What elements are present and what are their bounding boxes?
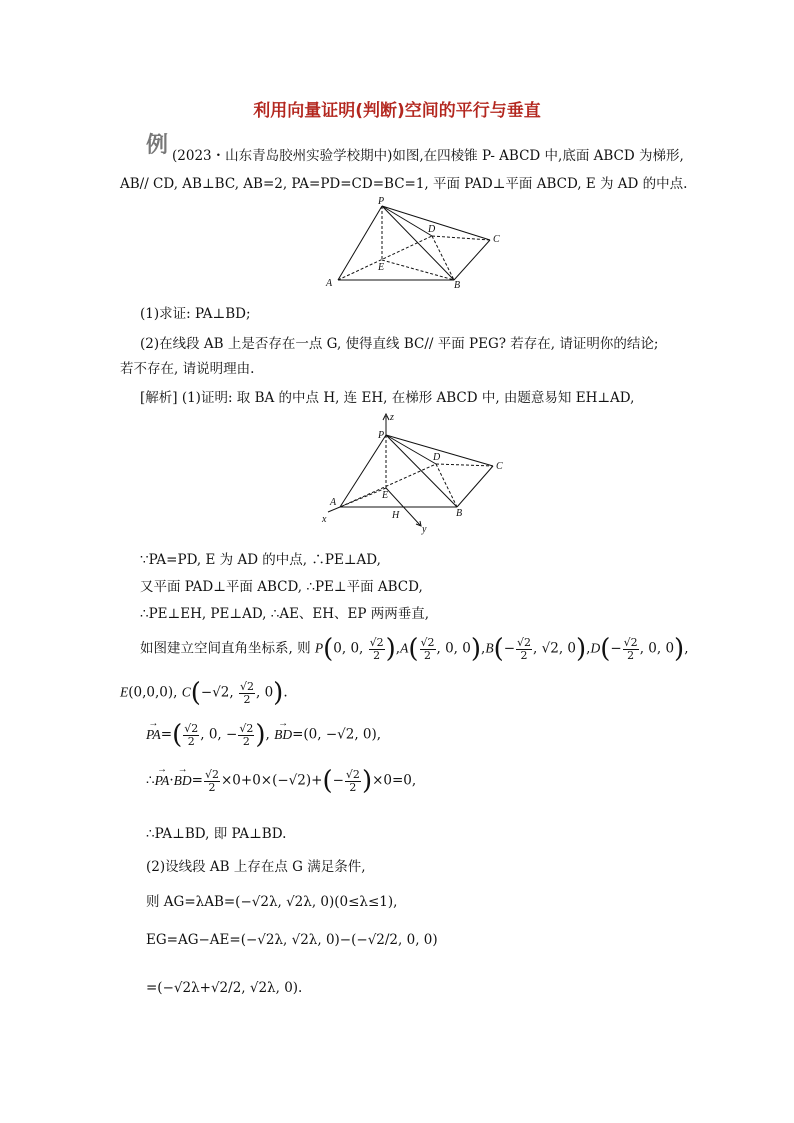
solution-intro: [解析] (1)证明: 取 BA 的中点 H, 连 EH, 在梯形 ABCD 中, 由题意易知 EH⊥AD, [140, 390, 635, 406]
label-b: B [454, 280, 461, 291]
label-h: H [392, 510, 400, 521]
label-p: P [378, 196, 385, 207]
label-z: z [390, 412, 394, 423]
problem-line-2: AB// CD, AB⊥BC, AB=2, PA=PD=CD=BC=1, 平面 PAD⊥平面 ABCD, E 为 AD 的中点. [120, 176, 688, 192]
label-x: x [322, 514, 327, 525]
label-e: E [378, 262, 385, 273]
solution-step-3: ∴PE⊥EH, PE⊥AD, ∴AE、EH、EP 两两垂直, [140, 606, 430, 622]
vector-pa-bd: → PA=( $\frac{√2}{2}$ , 0, − $\frac{√2}{2}$ ), → BD=(0, −√2, 0), [146, 722, 381, 748]
question-2-line-1: (2)在线段 AB 上是否存在一点 G, 使得直线 BC// 平面 PEG? 若存在, 请证明你的结论; [140, 336, 659, 352]
question-2-line-2: 若不存在, 请说明理由. [120, 361, 255, 377]
coordinates-prefix: 如图建立空间直角坐标系, 则 [140, 640, 315, 657]
solution-step-2: 又平面 PAD⊥平面 ABCD, ∴PE⊥平面 ABCD, [140, 579, 423, 595]
label-d: D [428, 224, 436, 235]
vector-eg-result: =(−√2λ+√2/2, √2λ, 0). [146, 980, 303, 996]
label-a-2: A [330, 497, 337, 508]
page-title: 利用向量证明(判断)空间的平行与垂直 [253, 101, 541, 121]
label-e-2: E [382, 490, 389, 501]
pyramid-figure-1 [320, 196, 510, 296]
pyramid-figure-2 [320, 410, 510, 535]
solution-part-2: (2)设线段 AB 上存在点 G 满足条件, [146, 859, 366, 875]
example-label: 例 [146, 132, 169, 158]
label-p-2: P [378, 430, 385, 441]
problem-line-1: (2023・山东青岛胶州实验学校期中)如图,在四棱锥 P- ABCD 中,底面 ABCD 为梯形, [172, 148, 684, 164]
label-c: C [493, 234, 500, 245]
label-b-2: B [456, 508, 463, 519]
vector-ag: 则 AG=λAB=(−√2λ, √2λ, 0)(0≤λ≤1), [146, 894, 398, 910]
label-a: A [326, 278, 333, 289]
solution-conclusion-1: ∴PA⊥BD, 即 PA⊥BD. [146, 826, 287, 842]
coordinates-line: 如图建立空间直角坐标系, 则 P(0, 0, $\frac{√2}{2}$ ),A( $\frac{√2}{2}$ , 0, 0),B(− $\frac{√2}{2}$ , √2, 0),D(− $\frac{√2}{2}$ , 0, 0), [140, 634, 689, 664]
vector-eg: EG=AG−AE=(−√2λ, √2λ, 0)−(−√2/2, 0, 0) [146, 932, 438, 948]
label-d-2: D [433, 452, 441, 463]
question-1: (1)求证: PA⊥BD; [140, 306, 251, 322]
coordinates-line-2: E(0,0,0), C(−√2, $\frac{√2}{2}$ , 0). [120, 678, 288, 708]
dot-product: ∴→ PA·→ BD= $\frac{√2}{2}$ ×0+0×(−√2)+(− $\frac{√2}{2}$ )×0=0, [146, 768, 416, 794]
label-y: y [422, 524, 427, 535]
label-c-2: C [496, 461, 503, 472]
solution-step-1: ∵PA=PD, E 为 AD 的中点, ∴PE⊥AD, [140, 552, 381, 568]
